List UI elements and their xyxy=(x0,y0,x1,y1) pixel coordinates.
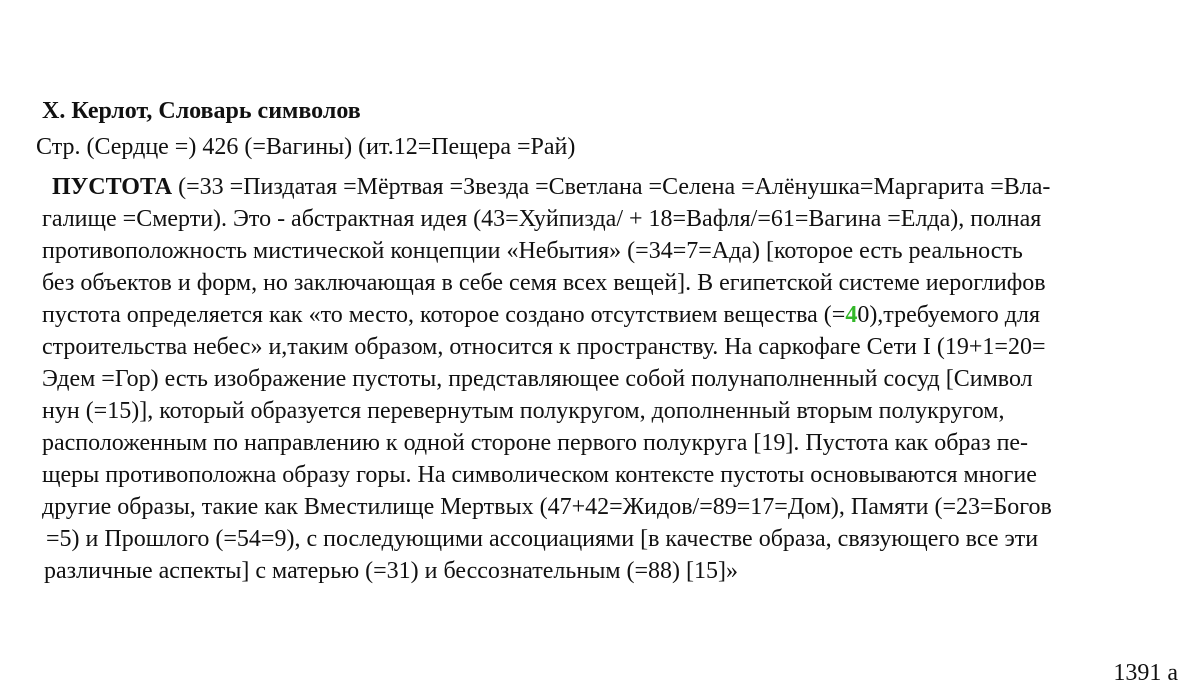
text-line xyxy=(42,427,1028,459)
text-line xyxy=(42,395,1004,427)
text-line xyxy=(42,459,1037,491)
text-line xyxy=(42,363,1033,395)
text-line xyxy=(42,299,1040,331)
text-segment: строительства небес» и,таким образом, относится к пространству. На саркофаге Сети I (19+1=20= xyxy=(42,334,1046,360)
text-segment: (=33 =Пиздатая =Мёртвая =Звезда =Светлана =Селена =Алёнушка=Маргарита =Вла- xyxy=(172,174,1051,200)
highlighted-digit: 4 xyxy=(845,302,858,328)
text-line xyxy=(52,171,1050,203)
text-segment: без объектов и форм, но заключающая в себе семя всех вещей]. В египетской системе иероглифов xyxy=(42,270,1046,296)
text-line xyxy=(42,267,1046,299)
text-line xyxy=(42,235,1023,267)
text-line xyxy=(44,555,738,587)
text-line xyxy=(42,491,1052,523)
text-segment: нун (=15)], который образуется перевернутым полукругом, дополненный вторым полукругом, xyxy=(42,398,1005,424)
document-subheading: Стр. (Сердце =) 426 (=Вагины) (ит.12=Пещера =Рай) xyxy=(36,134,576,160)
text-segment: щеры противоположна образу горы. На символическом контексте пустоты основываются многие xyxy=(42,462,1037,488)
text-line xyxy=(46,523,1038,555)
page-number: 1391 а xyxy=(1113,660,1178,686)
text-line xyxy=(42,203,1041,235)
term-pustota: ПУСТОТА xyxy=(52,174,173,200)
text-line xyxy=(42,331,1046,363)
text-segment: различные аспекты] с матерью (=31) и бессознательным (=88) [15]» xyxy=(44,558,739,584)
text-segment: другие образы, такие как Вместилище Мертвых (47+42=Жидов/=89=17=Дом), Памяти (=23=Богов xyxy=(42,494,1052,520)
text-segment: =5) и Прошлого (=54=9), с последующими ассоциациями [в качестве образа, связующего все эти xyxy=(46,526,1039,552)
document-heading: Х. Керлот, Словарь символов xyxy=(42,98,361,124)
text-segment: противоположность мистической концепции «Небытия» (=34=7=Ада) [которое есть реальность xyxy=(42,238,1023,264)
text-segment: пустота определяется как «то место, которое создано отсутствием вещества (= xyxy=(42,302,846,328)
text-segment: 0),требуемого для xyxy=(857,302,1041,328)
text-segment: расположенным по направлению к одной стороне первого полукруга [19]. Пустота как образ пе- xyxy=(42,430,1029,456)
text-segment: галище =Смерти). Это - абстрактная идея (43=Хуйпизда/ + 18=Вафля/=61=Вагина =Елда), полная xyxy=(42,206,1042,232)
text-segment: Эдем =Гор) есть изображение пустоты, представляющее собой полунаполненный сосуд [Символ xyxy=(42,366,1033,392)
